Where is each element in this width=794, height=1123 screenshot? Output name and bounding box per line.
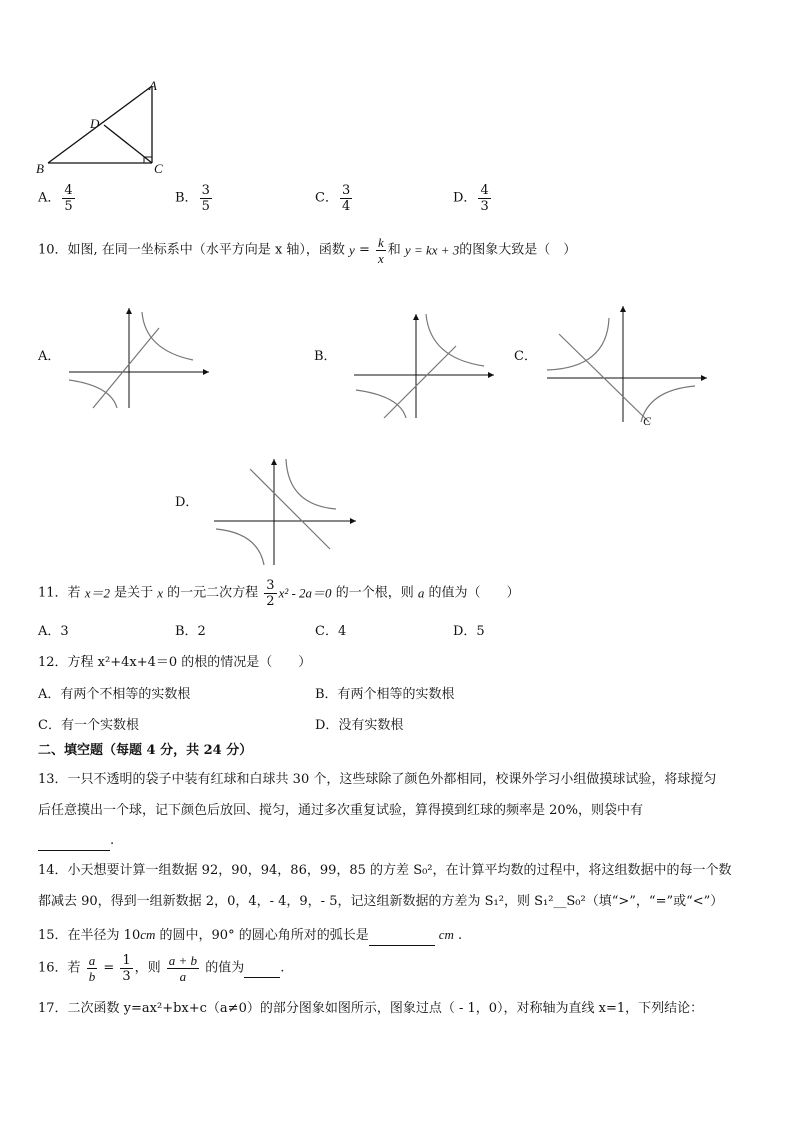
- answer-blank[interactable]: [244, 959, 280, 978]
- q13-line2: 后任意摸出一个球，记下颜色后放回、搅匀，通过多次重复试验，算得摸到红球的频率是 20%，则袋中有: [38, 803, 644, 818]
- q9-option-d: D． $\frac{4}{3}$: [453, 183, 489, 214]
- q15-stem: 15．在半径为 10cm 的圆中，90° 的圆心角所对的弧长是 cm .: [38, 926, 462, 946]
- answer-blank[interactable]: [369, 927, 435, 946]
- q9-option-c: C． $\frac{3}{4}$: [315, 183, 351, 214]
- q14-line1: 14．小天想要计算一组数据 92，90，94，86，99，85 的方差 S₀²，在计算平均数的过程中，将这组数据中的每一个数: [38, 863, 732, 878]
- fraction: $\frac{4}{3}$: [480, 183, 489, 214]
- q10-option-b-label: B．: [314, 349, 337, 364]
- q11-option-a: A．3: [38, 624, 69, 639]
- graph-d: [212, 455, 364, 567]
- q16-stem: 16．若 $\frac{a}{b}$ = $\frac{1}{3}$ ，则 $\frac{a + b}{a}$ 的值为 .: [38, 953, 285, 984]
- q12-option-c: C．有一个实数根: [38, 718, 139, 733]
- graph-c-stray-label: C: [643, 414, 652, 428]
- section-title: 二、填空题（每题 4 分，共 24 分）: [38, 743, 253, 758]
- q10-option-d-label: D．: [175, 495, 199, 510]
- q10-option-a-label: A．: [38, 349, 61, 364]
- q10-option-c-label: C．: [514, 349, 537, 364]
- fraction: $\frac{a}{b}$: [88, 953, 96, 984]
- q10-stem: 10．如图, 在同一坐标系中（水平方向是 x 轴），函数 y = $\frac{k}{x}$ 和 y = kx + 3的图象大致是（ ）: [38, 235, 577, 266]
- q11-option-d: D．5: [453, 624, 485, 639]
- graph-a: [65, 302, 215, 412]
- graph-c: [545, 300, 715, 428]
- answer-blank[interactable]: [38, 832, 110, 851]
- q9-option-b: B． $\frac{3}{5}$: [175, 183, 210, 214]
- fraction: $\frac{4}{5}$: [64, 183, 73, 214]
- vertex-label-b: B: [36, 161, 44, 176]
- graph-b: [352, 308, 500, 420]
- q12-stem: 12．方程 x²+4x+4＝0 的根的情况是（ ）: [38, 655, 312, 670]
- q12-option-b: B．有两个相等的实数根: [315, 687, 455, 702]
- triangle-figure: [30, 76, 180, 181]
- fraction: $\frac{a + b}{a}$: [168, 953, 198, 984]
- q12-option-a: A．有两个不相等的实数根: [38, 687, 191, 702]
- q11-stem: 11．若 x＝2 是关于 x 的一元二次方程 $\frac{3}{2}$ x² - 2a＝0 的一个根，则 a 的值为（ ）: [38, 578, 520, 609]
- q17-stem: 17．二次函数 y=ax²+bx+c（a≠0）的部分图象如图所示，图象过点（ - 1，0），对称轴为直线 x=1，下列结论：: [38, 1001, 704, 1016]
- vertex-label-d: D: [90, 116, 100, 131]
- q9-option-a: A． $\frac{4}{5}$: [38, 183, 73, 214]
- fraction: $\frac{k}{x}$: [378, 235, 384, 266]
- fraction: $\frac{3}{2}$: [266, 578, 275, 609]
- vertex-label-c: C: [154, 161, 163, 176]
- vertex-label-a: A: [149, 78, 157, 93]
- fraction: $\frac{3}{5}$: [201, 183, 210, 214]
- q11-option-b: B．2: [175, 624, 206, 639]
- q12-option-d: D．没有实数根: [315, 718, 404, 733]
- q13-line3: .: [38, 832, 114, 851]
- q13-line1: 13．一只不透明的袋子中装有红球和白球共 30 个，这些球除了颜色外都相同，校课外学习小组做摸球试验，将球搅匀: [38, 772, 717, 787]
- q11-option-c: C．4: [315, 624, 347, 639]
- q14-line2: 都减去 90，得到一组新数据 2，0，4，- 4，9，- 5，记这组新数据的方差为 S₁²，则 S₁²__S₀²（填“>”，“=”或“<”）: [38, 894, 724, 909]
- fraction: $\frac{1}{3}$: [122, 953, 131, 984]
- fraction: $\frac{3}{4}$: [341, 183, 351, 214]
